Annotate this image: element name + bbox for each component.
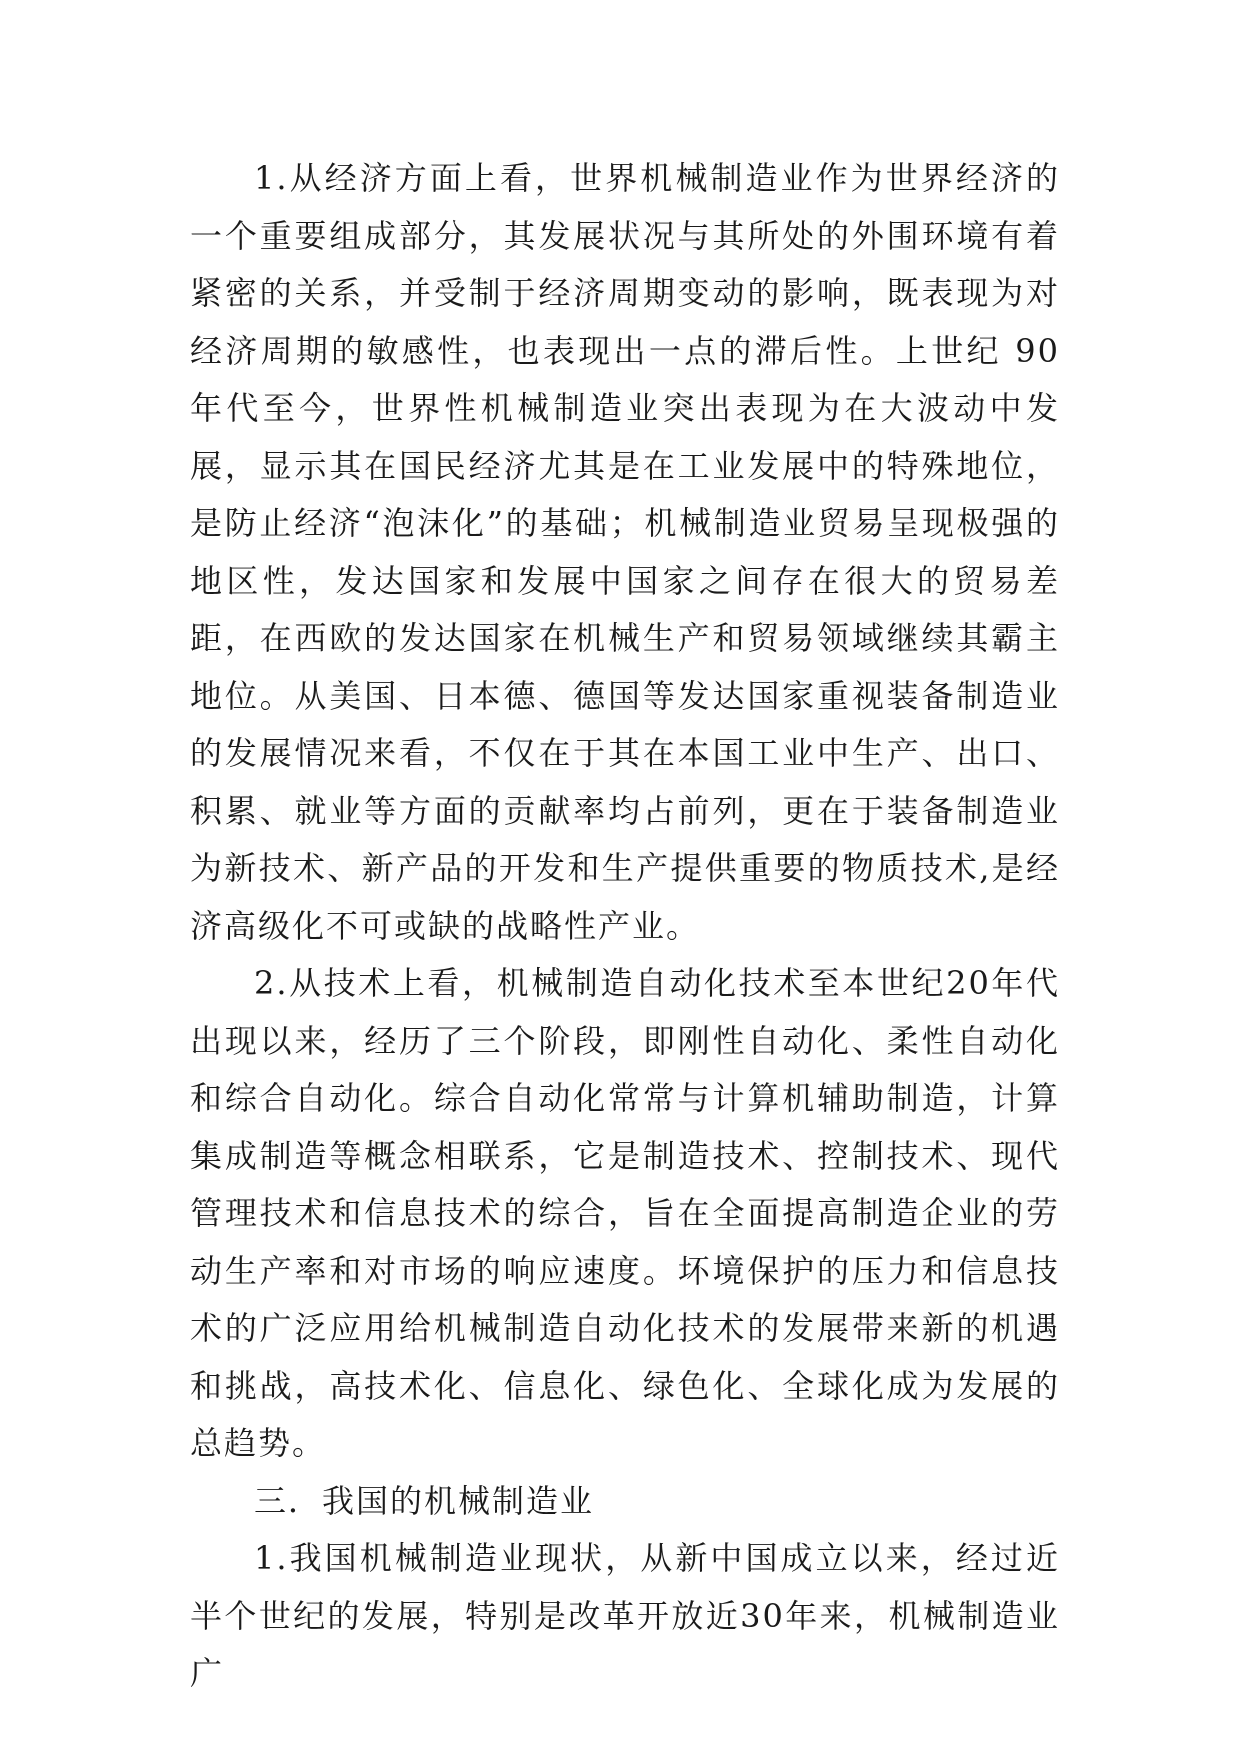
document-body xyxy=(190,150,1060,1703)
paragraph-china-status: 1.我国机械制造业现状，从新中国成立以来，经过近半个世纪的发展，特别是改革开放近30年来，机械制造业广 xyxy=(190,1539,1060,1692)
paragraph-economy: 1.从经济方面上看，世界机械制造业作为世界经济的一个重要组成部分，其发展状况与其所处的外围环境有着紧密的关系，并受制于经济周期变动的影响，既表现为对经济周期的敏感性，也表现出一点的滞后性。上世纪 90 年代至今，世界性机械制造业突出表现为在大波动中发展，显示其在国民经济尤其是在工业发展中的特殊地位，是防止经济“泡沫化”的基础；机械制造业贸易呈现极强的地区性，发达国家和发展中国家之间存在很大的贸易差距，在西欧的发达国家在机械生产和贸易领域继续其霸主地位。从美国、日本德、德国等发达国家重视装备制造业的发展情况来看，不仅在于其在本国工业中生产、出口、积累、就业等方面的贡献率均占前列，更在于装备制造业为新技术、新产品的开发和生产提供重要的物质技术,是经济高级化不可或缺的战略性产业。 xyxy=(190,159,1060,945)
section-heading: 三．我国的机械制造业 xyxy=(254,1481,595,1520)
paragraph-technology: 2.从技术上看，机械制造自动化技术至本世纪20年代出现以来，经历了三个阶段，即刚性自动化、柔性自动化和综合自动化。综合自动化常常与计算机辅助制造，计算集成制造等概念相联系，它是制造技术、控制技术、现代管理技术和信息技术的综合，旨在全面提高制造企业的劳动生产率和对市场的响应速度。坏境保护的压力和信息技术的广泛应用给机械制造自动化技术的发展带来新的机遇和挑战，高技术化、信息化、绿色化、全球化成为发展的总趋势。 xyxy=(190,964,1060,1462)
